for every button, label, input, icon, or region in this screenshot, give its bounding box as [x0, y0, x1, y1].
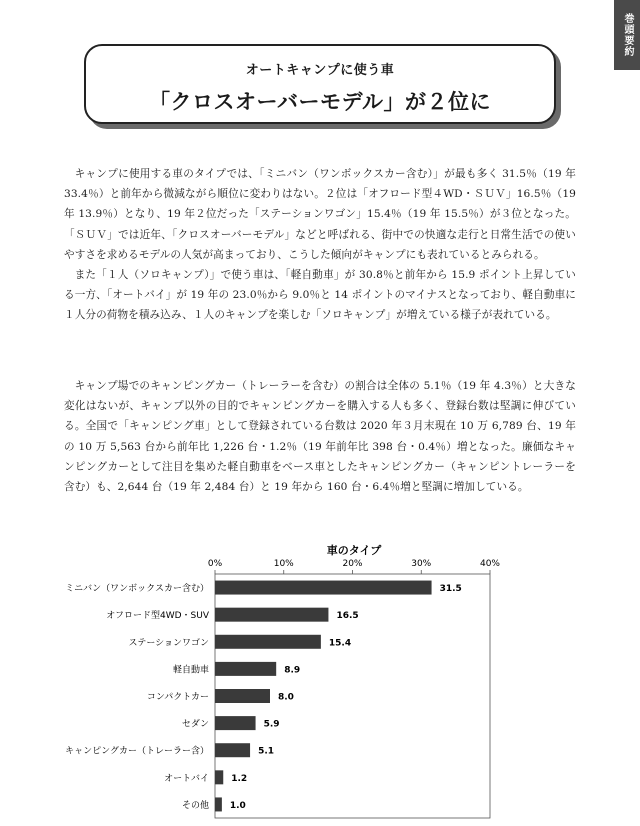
- bar-value-label: 8.9: [284, 665, 301, 676]
- title-box: [84, 44, 556, 124]
- x-tick-label: 10%: [273, 559, 294, 569]
- bar-value-label: 8.0: [278, 692, 294, 703]
- category-label: ステーションワゴン: [128, 638, 209, 649]
- category-label: コンパクトカー: [146, 692, 209, 703]
- body-text-block-1: [64, 164, 576, 326]
- bar: [215, 608, 328, 622]
- category-label: オフロード型4WD・SUV: [106, 611, 209, 622]
- chart-svg: [64, 540, 511, 822]
- category-label: オートバイ: [164, 773, 209, 784]
- bar: [215, 716, 256, 730]
- bar: [215, 797, 222, 811]
- bar-value-label: 16.5: [336, 611, 359, 622]
- paragraph-1: キャンプに使用する車のタイプでは、「ミニバン（ワンボックスカー含む）」が最も多く 31.5％（19 年 33.4％）と前年から微減ながら順位に変わりはない。２位は「オフロード型４WD・ＳＵＶ」16.5％（19 年 13.9％）となり、19 年２位だった「ステーションワゴン」15.4％（19 年 15.5％）が３位となった。「ＳＵＶ」では近年、「クロスオーバーモデル」などと呼ばれる、街中での快適な走行と日常生活での使いやすさを求めるモデルの人気が高まっており、こうした傾向がキャンプにも表れているとみられる。: [64, 168, 576, 261]
- page-title: 「クロスオーバーモデル」が２位に: [149, 90, 491, 114]
- car-type-chart: [64, 540, 511, 822]
- page-subtitle: オートキャンプに使う車: [245, 63, 395, 78]
- category-label: 軽自動車: [172, 665, 209, 676]
- chart-title: 車のタイプ: [326, 544, 382, 557]
- category-label: キャンピングカー（トレーラー含）: [65, 746, 209, 757]
- bar-value-label: 5.9: [263, 719, 280, 730]
- bar-value-label: 5.1: [258, 746, 275, 757]
- bar: [215, 581, 432, 595]
- category-label: その他: [181, 800, 209, 811]
- paragraph-2: また「１人（ソロキャンプ）」で使う車は、「軽自動車」が 30.8％と前年から 15.9 ポイント上昇している一方、「オートバイ」が 19 年の 23.0％から 9.0％と 14 ポイントのマイナスとなっており、軽自動車に１人分の荷物を積み込み、１人のキャンプを楽しむ「ソロキャンプ」が増えている様子が表れている。: [64, 269, 576, 322]
- bar: [215, 635, 321, 649]
- bar-value-label: 31.5: [439, 584, 462, 595]
- bar-value-label: 1.2: [231, 773, 248, 784]
- bar: [215, 662, 276, 676]
- x-tick-label: 0%: [207, 559, 223, 569]
- x-tick-label: 40%: [479, 559, 501, 569]
- paragraph-3: キャンプ場でのキャンピングカー（トレーラーを含む）の割合は全体の 5.1％（19 年 4.3％）と大きな変化はないが、キャンプ以外の目的でキャンピングカーを購入する人も多く、登録台数は堅調に伸びている。全国で「キャンピング車」として登録されている台数は 2020 年３月末現在 10 万 6,789 台、19 年の 10 万 5,563 台から前年比 1,226 台・1.2％（19 年前年比 398 台・0.4％）増となった。廉価なキャンピングカーとして注目を集めた軽自動車をベース車としたキャンピングカー（キャンピントレーラーを含む）も、2,644 台（19 年 2,484 台）と 19 年から 160 台・6.4％増と堅調に増加している。: [64, 380, 576, 494]
- bar-value-label: 15.4: [328, 638, 352, 649]
- bar: [215, 743, 250, 757]
- section-side-tab: 巻頭要約: [614, 0, 640, 70]
- bar: [215, 770, 223, 784]
- category-label: セダン: [181, 719, 209, 730]
- x-tick-label: 20%: [342, 559, 363, 569]
- bar-value-label: 1.0: [229, 800, 246, 811]
- x-tick-label: 30%: [411, 559, 432, 569]
- bar: [215, 689, 270, 703]
- category-label: ミニバン（ワンボックスカー含む）: [65, 584, 209, 595]
- body-text-block-2: [64, 376, 576, 497]
